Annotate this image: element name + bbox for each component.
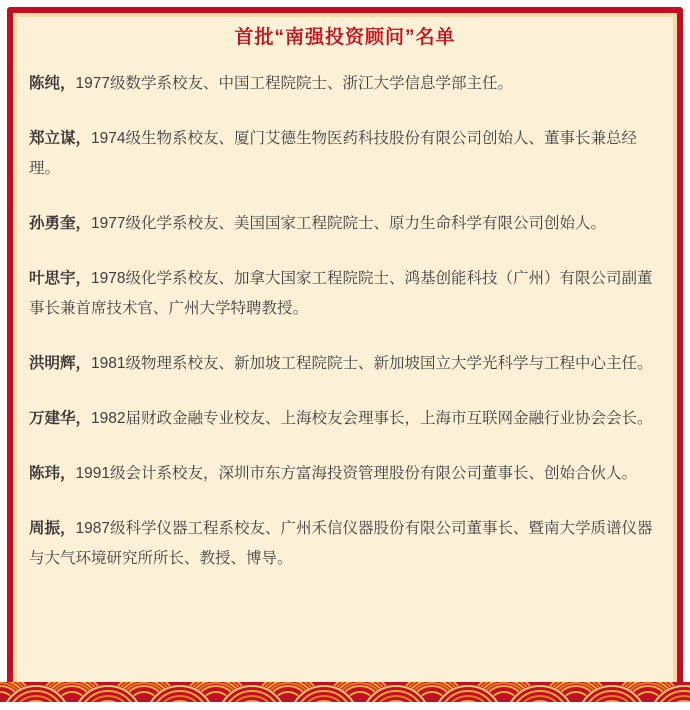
advisor-name: 陈纯， (29, 75, 76, 92)
advisor-description: 1974级生物系校友、厦门艾德生物医药科技股份有限公司创始人、董事长兼总经理。 (29, 130, 637, 177)
advisor-name: 万建华， (29, 410, 92, 427)
advisor-entry (29, 459, 661, 489)
advisor-entry (29, 404, 661, 434)
advisor-description: 1987级科学仪器工程系校友、广州禾信仪器股份有限公司董事长、暨南大学质谱仪器与大气环境研究所所长、教授、博导。 (29, 520, 653, 567)
advisor-name: 洪明辉， (29, 355, 92, 372)
advisor-entry (29, 349, 661, 379)
advisor-entry (29, 264, 661, 324)
advisor-description: 1977级化学系校友、美国国家工程院院士、原力生命科学有限公司创始人。 (91, 215, 606, 232)
advisor-entry (29, 209, 661, 239)
advisor-description: 1977级数学系校友、中国工程院院士、浙江大学信息学部主任。 (75, 75, 513, 92)
wave-pattern-border (0, 682, 690, 702)
page-title: 首批“南强投资顾问”名单 (234, 27, 456, 48)
advisor-description: 1991级会计系校友，深圳市东方富海投资管理股份有限公司董事长、创始合伙人。 (75, 465, 637, 482)
advisor-entry (29, 124, 661, 184)
advisor-name: 郑立谋， (29, 130, 92, 147)
advisor-entry (29, 69, 661, 99)
seigaiha-wave-icon (0, 682, 690, 702)
advisor-description: 1981级物理系校友、新加坡工程院院士、新加坡国立大学光科学与工程中心主任。 (91, 355, 653, 372)
advisor-description: 1978级化学系校友、加拿大国家工程院院士、鸿基创能科技（广州）有限公司副董事长兼首席技术官、广州大学特聘教授。 (29, 270, 653, 317)
advisor-name: 孙勇奎， (29, 215, 92, 232)
advisor-list (29, 69, 661, 574)
advisor-description: 1982届财政金融专业校友、上海校友会理事长，上海市互联网金融行业协会会长。 (91, 410, 653, 427)
advisor-name: 叶思宇， (29, 270, 92, 287)
content-panel (13, 13, 677, 690)
advisor-name: 周振， (29, 520, 76, 537)
advisor-name: 陈玮， (29, 465, 76, 482)
advisor-entry (29, 514, 661, 574)
